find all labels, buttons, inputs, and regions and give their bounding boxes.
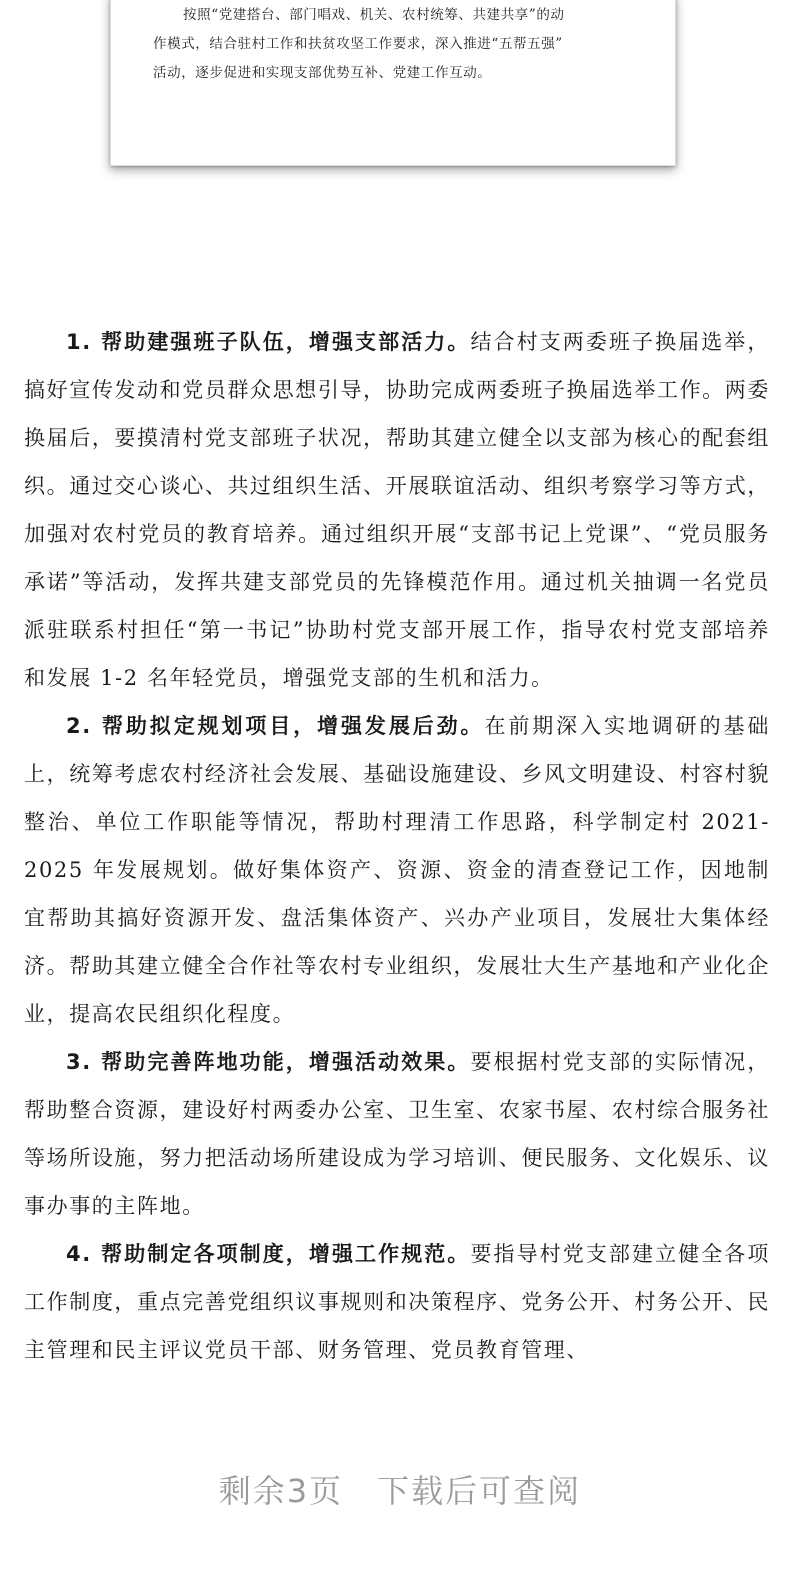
- preview-line: 按照“党建搭台、部门唱戏、机关、农村统筹、共建共享”的动: [183, 7, 565, 23]
- download-prompt[interactable]: [0, 1466, 800, 1512]
- paragraph-heading: 2. 帮助拟定规划项目，增强发展后劲。: [66, 714, 485, 738]
- preview-card: [110, 0, 676, 166]
- remaining-pages-label: 剩余3页: [218, 1472, 344, 1510]
- paragraph-heading: 1. 帮助建强班子队伍，增强支部活力。: [66, 330, 471, 354]
- paragraph-heading: 4. 帮助制定各项制度，增强工作规范。: [66, 1242, 471, 1266]
- paragraph-text: 结合村支两委班子换届选举，搞好宣传发动和党员群众思想引导，协助完成两委班子换届选举工作。两委换届后，要摸清村党支部班子状况，帮助其建立健全以支部为核心的配套组织。通过交心谈心、共过组织生活、开展联谊活动、组织考察学习等方式，加强对农村党员的教育培养。通过组织开展“支部书记上党课”、“党员服务承诺”等活动，发挥共建支部党员的先锋模范作用。通过机关抽调一名党员派驻联系村担任“第一书记”协助村党支部开展工作，指导农村党支部培养和发展 1-2 名年轻党员，增强党支部的生机和活力。: [24, 330, 770, 690]
- paragraph-1: [24, 318, 770, 702]
- preview-line: 作模式，结合驻村工作和扶贫攻坚工作要求，深入推进“五帮五强”: [153, 36, 563, 52]
- document-body: [24, 318, 770, 1374]
- paragraph-text: 要指导村党支部建立健全各项工作制度，重点完善党组织议事规则和决策程序、党务公开、村务公开、民主管理和民主评议党员干部、财务管理、党员教育管理、: [24, 1242, 770, 1362]
- preview-line: 活动，逐步促进和实现支部优势互补、党建工作互动。: [153, 65, 492, 81]
- paragraph-2: [24, 702, 770, 1038]
- download-to-view-label: 下载后可查阅: [377, 1472, 582, 1510]
- paragraph-text: 在前期深入实地调研的基础上，统筹考虑农村经济社会发展、基础设施建设、乡风文明建设、村容村貌整治、单位工作职能等情况，帮助村理清工作思路，科学制定村 2021-2025 年发展规划。做好集体资产、资源、资金的清查登记工作，因地制宜帮助其搞好资源开发、盘活集体资产、兴办产业项目，发展壮大集体经济。帮助其建立健全合作社等农村专业组织，发展壮大生产基地和产业化企业，提高农民组织化程度。: [24, 714, 770, 1026]
- paragraph-text: 要根据村党支部的实际情况，帮助整合资源，建设好村两委办公室、卫生室、农家书屋、农村综合服务社等场所设施，努力把活动场所建设成为学习培训、便民服务、文化娱乐、议事办事的主阵地。: [24, 1050, 770, 1218]
- paragraph-heading: 3. 帮助完善阵地功能，增强活动效果。: [66, 1050, 471, 1074]
- paragraph-3: [24, 1038, 770, 1230]
- paragraph-4: [24, 1230, 770, 1374]
